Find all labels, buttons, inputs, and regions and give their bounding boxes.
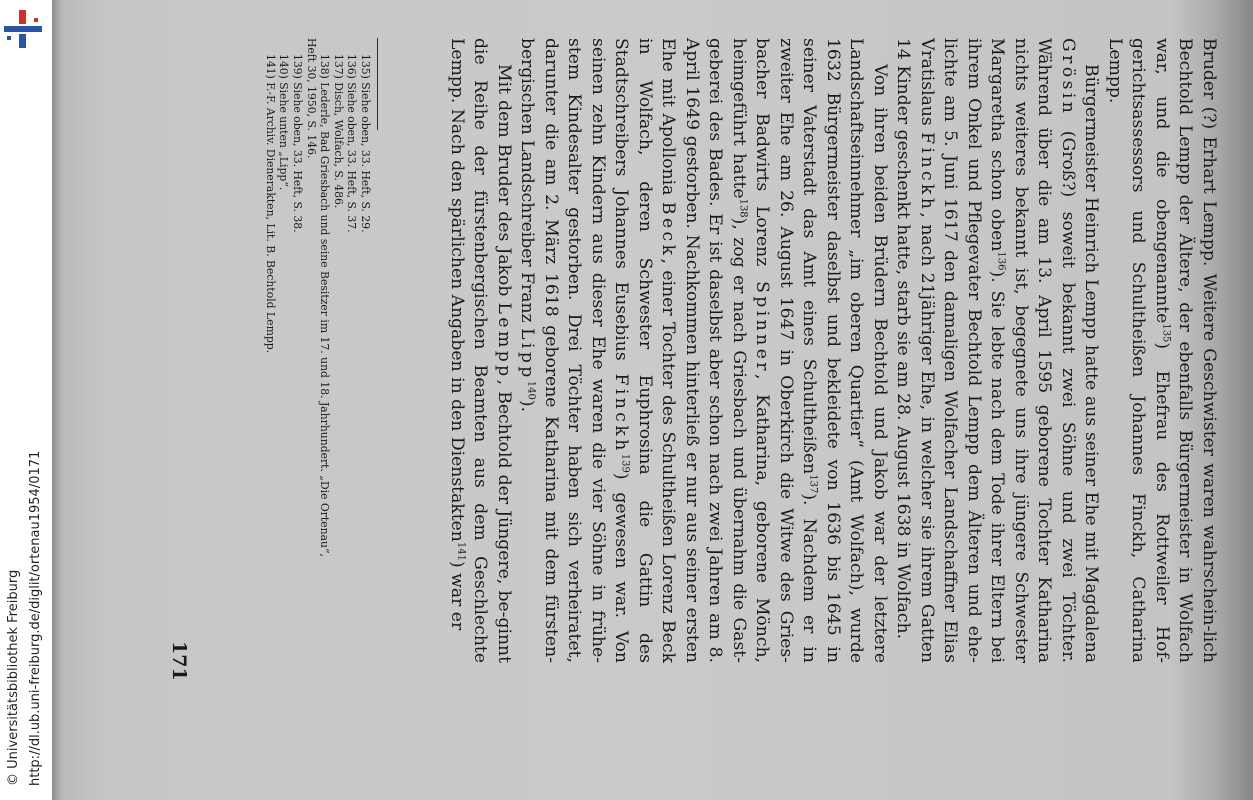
footnote-ref: 139 [620, 453, 632, 473]
paragraph-2: Bürgermeister Heinrich Lempp hatte aus seiner Ehe mit Magdalena Grösin (Groß?) soweit bekannt zwei Söhne und zwei Töchter. Während über die am 13. April 1595 geborene Tochter Katharina nichts weiteres bekannt ist, begegnete uns ihre jüngere Schwester Margaretha schon oben$^{136}$). Sie lebte nach dem Tode ihrer Eltern bei ihrem Onkel und Pflegevater Bechtold Lempp dem Älteren und ehe-lichte am 5. Juni 1617 den damaligen Wolfacher Landschaffner Elias Vratislaus Finckh, nach 21jähriger Ehe, in welcher sie ihrem Gatten 14 Kinder geschenkt hatte, starb sie am 28. August 1638 in Wolfach. [893, 38, 1102, 663]
page-number: 171 [168, 641, 190, 681]
provenance-text [6, 450, 45, 786]
footnote-ref: 140 [526, 380, 538, 400]
provenance-margin [0, 0, 52, 800]
footnote-138-continued: Heft 30, 1950, S. 146. [304, 38, 318, 159]
footnote-137: 137) Disch, Wolfach, S. 486. [331, 54, 345, 209]
body-text [445, 38, 1221, 663]
paragraph-3: Von ihren beiden Brüdern Bechtold und Jakob war der letztere Landschaftseinnehmer „im oberen Quartier“ (Amt Wolfach), wurde 1632 Bürgermeister daselbst und bekleidete von 1636 bis 1645 in seiner Vaterstadt das Amt eines Schultheißen$^{137}$). Nachdem er in zweiter Ehe am 26. August 1647 in Oberkirch die Witwe des Gries-bacher Badwirts Lorenz Spinner, Katharina, geborene Mönch, heimgeführt hatte$^{138}$), zog er nach Griesbach und übernahm die Gast-geberei des Bades. Er ist daselbst aber schon nach zwei Jahren am 8. April 1649 gestorben. Nachkommen hinterließ er nur aus seiner ersten Ehe mit Apollonia Beck, einer Tochter des Schultheißen Lorenz Beck in Wolfach, deren Schwester Euphrosina die Gattin des Stadtschreibers Johannes Eusebius Finckh$^{139}$) gewesen war. Von seinen zehn Kindern aus dieser Ehe waren die vier Söhne in frühe-stem Kindesalter gestorben. Drei Töchter haben sich verheiratet, darunter die am 2. März 1618 geborene Katharina mit dem fürsten-bergischen Landschreiber Franz Lipp$^{140}$). [517, 38, 890, 664]
footnote-ref: 135 [1160, 323, 1172, 343]
footnote-ref: 141 [455, 541, 467, 561]
copyright-notice: © Universitätsbibliothek Freiburg [6, 569, 21, 786]
paragraph-4: Mit dem Bruder des Jakob Lempp, Bechtold der Jüngere, be-ginnt die Reihe der fürstenbergischen Beamten aus dem Geschlechte Lempp. Nach den spärlichen Angaben in den Dienstakten$^{141}$) war er [447, 38, 514, 663]
scanned-page [52, 0, 1253, 800]
footnote-separator [377, 38, 378, 130]
footnote-ref: 138 [737, 198, 749, 218]
footnote-ref: 136 [996, 251, 1008, 271]
page-content [168, 38, 1220, 778]
provenance-url[interactable]: http://dl.ub.uni-freiburg.de/diglit/ortenau1954/0171 [28, 450, 43, 786]
footnote-ref: 137 [808, 474, 820, 494]
university-library-logo-icon [2, 8, 44, 50]
footnote-139: 139) Siehe oben, 33. Heft, S. 38. [291, 54, 305, 233]
footnote-135: 135) Siehe oben, 33. Heft, S. 29. [359, 54, 372, 233]
footnote-141: 141) F.-F. Archiv. Dienerakten, Lit. B. Bechtold Lempp. [263, 54, 277, 354]
footnote-136: 136) Siehe oben, 33. Heft, S. 37. [345, 54, 359, 233]
footnotes [263, 38, 372, 678]
paragraph-1: Bruder (?) Erhart Lempp. Weitere Geschwister waren wahrschein-lich Bechtold Lempp der Ältere, der ebenfalls Bürgermeister in Wolfach war, und die obengenannte$^{135}$) Ehefrau des Rottweiler Hof-gerichtsassessors und Schultheißen Johannes Finckh, Catharina Lempp. [1105, 38, 1219, 664]
footnote-138: 138) Lederle, Bad Griesbach und seine Besitzer im 17. und 18. Jahrhundert. „Die Ortenau“, [318, 54, 332, 557]
footnote-140: 140) Siehe unten „Lipp“. [277, 54, 291, 191]
